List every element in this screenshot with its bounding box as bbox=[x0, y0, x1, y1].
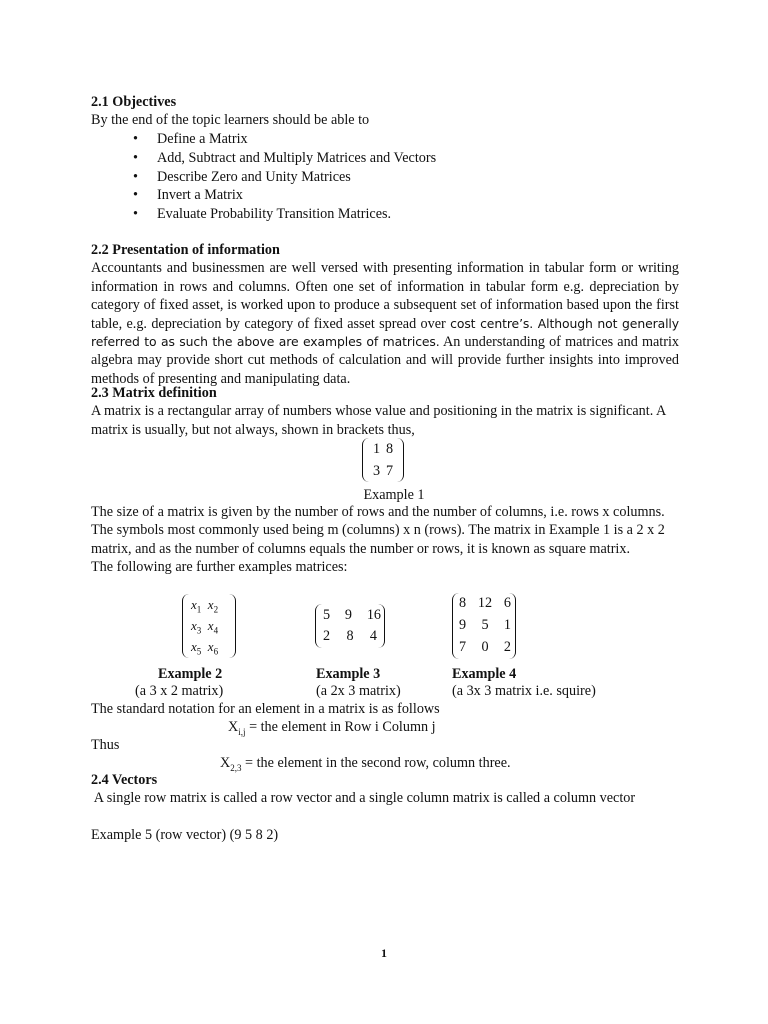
notation-intro: The standard notation for an element in a matrix is as follows bbox=[91, 701, 440, 717]
matrix-cell: 8 bbox=[346, 628, 354, 644]
bullet-icon: • bbox=[133, 149, 138, 166]
matrix-cell: 8 bbox=[385, 441, 394, 457]
example-2-matrix: $x_1$ $x_2$ $x_3$ $x_4$ $x_5$ $x_6$ bbox=[182, 594, 236, 658]
section-objectives bbox=[91, 93, 679, 224]
section-title-objectives: 2.1 Objectives bbox=[91, 94, 177, 110]
matrix-size-text bbox=[91, 503, 679, 577]
thus-text: Thus bbox=[91, 737, 120, 753]
section-title-matrix-definition: 2.3 Matrix definition bbox=[91, 385, 217, 401]
matrix-cell: 3 bbox=[372, 463, 381, 479]
example-1-matrix bbox=[362, 438, 404, 482]
section-presentation bbox=[91, 241, 679, 388]
matrix-cell: 9 bbox=[344, 607, 352, 623]
matrix-definition-paragraph: A matrix is a rectangular array of numbers whose value and positioning in the matrix is significant. A matrix is usually, but not always, shown in brackets thus, bbox=[91, 403, 666, 438]
list-item: • Describe Zero and Unity Matrices bbox=[133, 168, 351, 185]
notation-element-23: $X_{2,3}$ = the element in the second row, column three. bbox=[220, 755, 511, 773]
matrix-cell: 2 bbox=[323, 628, 331, 644]
presentation-paragraph: Accountants and businessmen are well versed with presenting information in tabular form or writing information in rows and columns. Often one set of information in tabular form e.g. depreciation by category of fixed asset, is worked upon to produce a subsequent set of information based upon the first table, e.g. depreciation by category of fixed asset spread over cost centre’s. Although not generally referred to as such the above are examples of matrices. An understanding of matrices and matrix algebra may provide short cut methods of calculation and will provide further insights into improved methods of presenting and manipulating data. bbox=[91, 260, 680, 387]
matrix-cell: 5 bbox=[323, 607, 331, 623]
matrix-cell: 4 bbox=[369, 628, 377, 644]
bullet-icon: • bbox=[133, 206, 138, 223]
example-1-caption: Example 1 bbox=[363, 487, 425, 503]
example-3-desc: (a 2x 3 matrix) bbox=[316, 683, 401, 699]
bullet-icon: • bbox=[133, 130, 138, 147]
example-2-label: Example 2 bbox=[158, 666, 223, 682]
further-examples-intro: The following are further examples matrices: bbox=[91, 559, 348, 576]
list-item: • Add, Subtract and Multiply Matrices and Vectors bbox=[133, 149, 437, 166]
section-matrix-definition bbox=[91, 384, 679, 439]
matrix-cell: 1 bbox=[372, 441, 381, 457]
matrix-size-paragraph: The size of a matrix is given by the number of rows and the number of columns, i.e. rows x columns. The symbols most commonly used being m (columns) x n (rows). The matrix in Example 1 is a 2 x 2 matrix, and as the number of columns equals the number or rows, it is known as square matrix. bbox=[91, 504, 665, 557]
example-3-matrix bbox=[315, 604, 385, 648]
example-4-desc: (a 3x 3 matrix i.e. squire) bbox=[452, 683, 596, 699]
example-4-matrix: 8 12 6 9 5 1 7 0 2 bbox=[452, 593, 516, 659]
example-3-label: Example 3 bbox=[316, 666, 381, 682]
page-number: 1 bbox=[381, 946, 387, 960]
list-item: • Define a Matrix bbox=[133, 130, 248, 147]
bullet-icon: • bbox=[133, 168, 138, 185]
vectors-paragraph: A single row matrix is called a row vector and a single column matrix is called a column vector bbox=[91, 790, 636, 807]
example-4-label: Example 4 bbox=[452, 666, 517, 682]
section-title-vectors: 2.4 Vectors bbox=[91, 772, 158, 788]
list-item: • Invert a Matrix bbox=[133, 187, 243, 204]
notation-element-ij: $X_{i,j}$ = the element in Row i Column j bbox=[228, 719, 436, 737]
example-5-row-vector: Example 5 (row vector) (9 5 8 2) bbox=[91, 827, 279, 843]
list-item: • Evaluate Probability Transition Matrices. bbox=[133, 206, 392, 223]
objectives-intro: By the end of the topic learners should be able to bbox=[91, 112, 370, 129]
bullet-icon: • bbox=[133, 187, 138, 204]
section-vectors bbox=[91, 771, 711, 808]
section-title-presentation: 2.2 Presentation of information bbox=[91, 242, 280, 258]
matrix-cell: 16 bbox=[366, 607, 381, 623]
matrix-cell: 7 bbox=[385, 463, 394, 479]
example-2-desc: (a 3 x 2 matrix) bbox=[135, 683, 224, 699]
objectives-list bbox=[91, 130, 679, 224]
